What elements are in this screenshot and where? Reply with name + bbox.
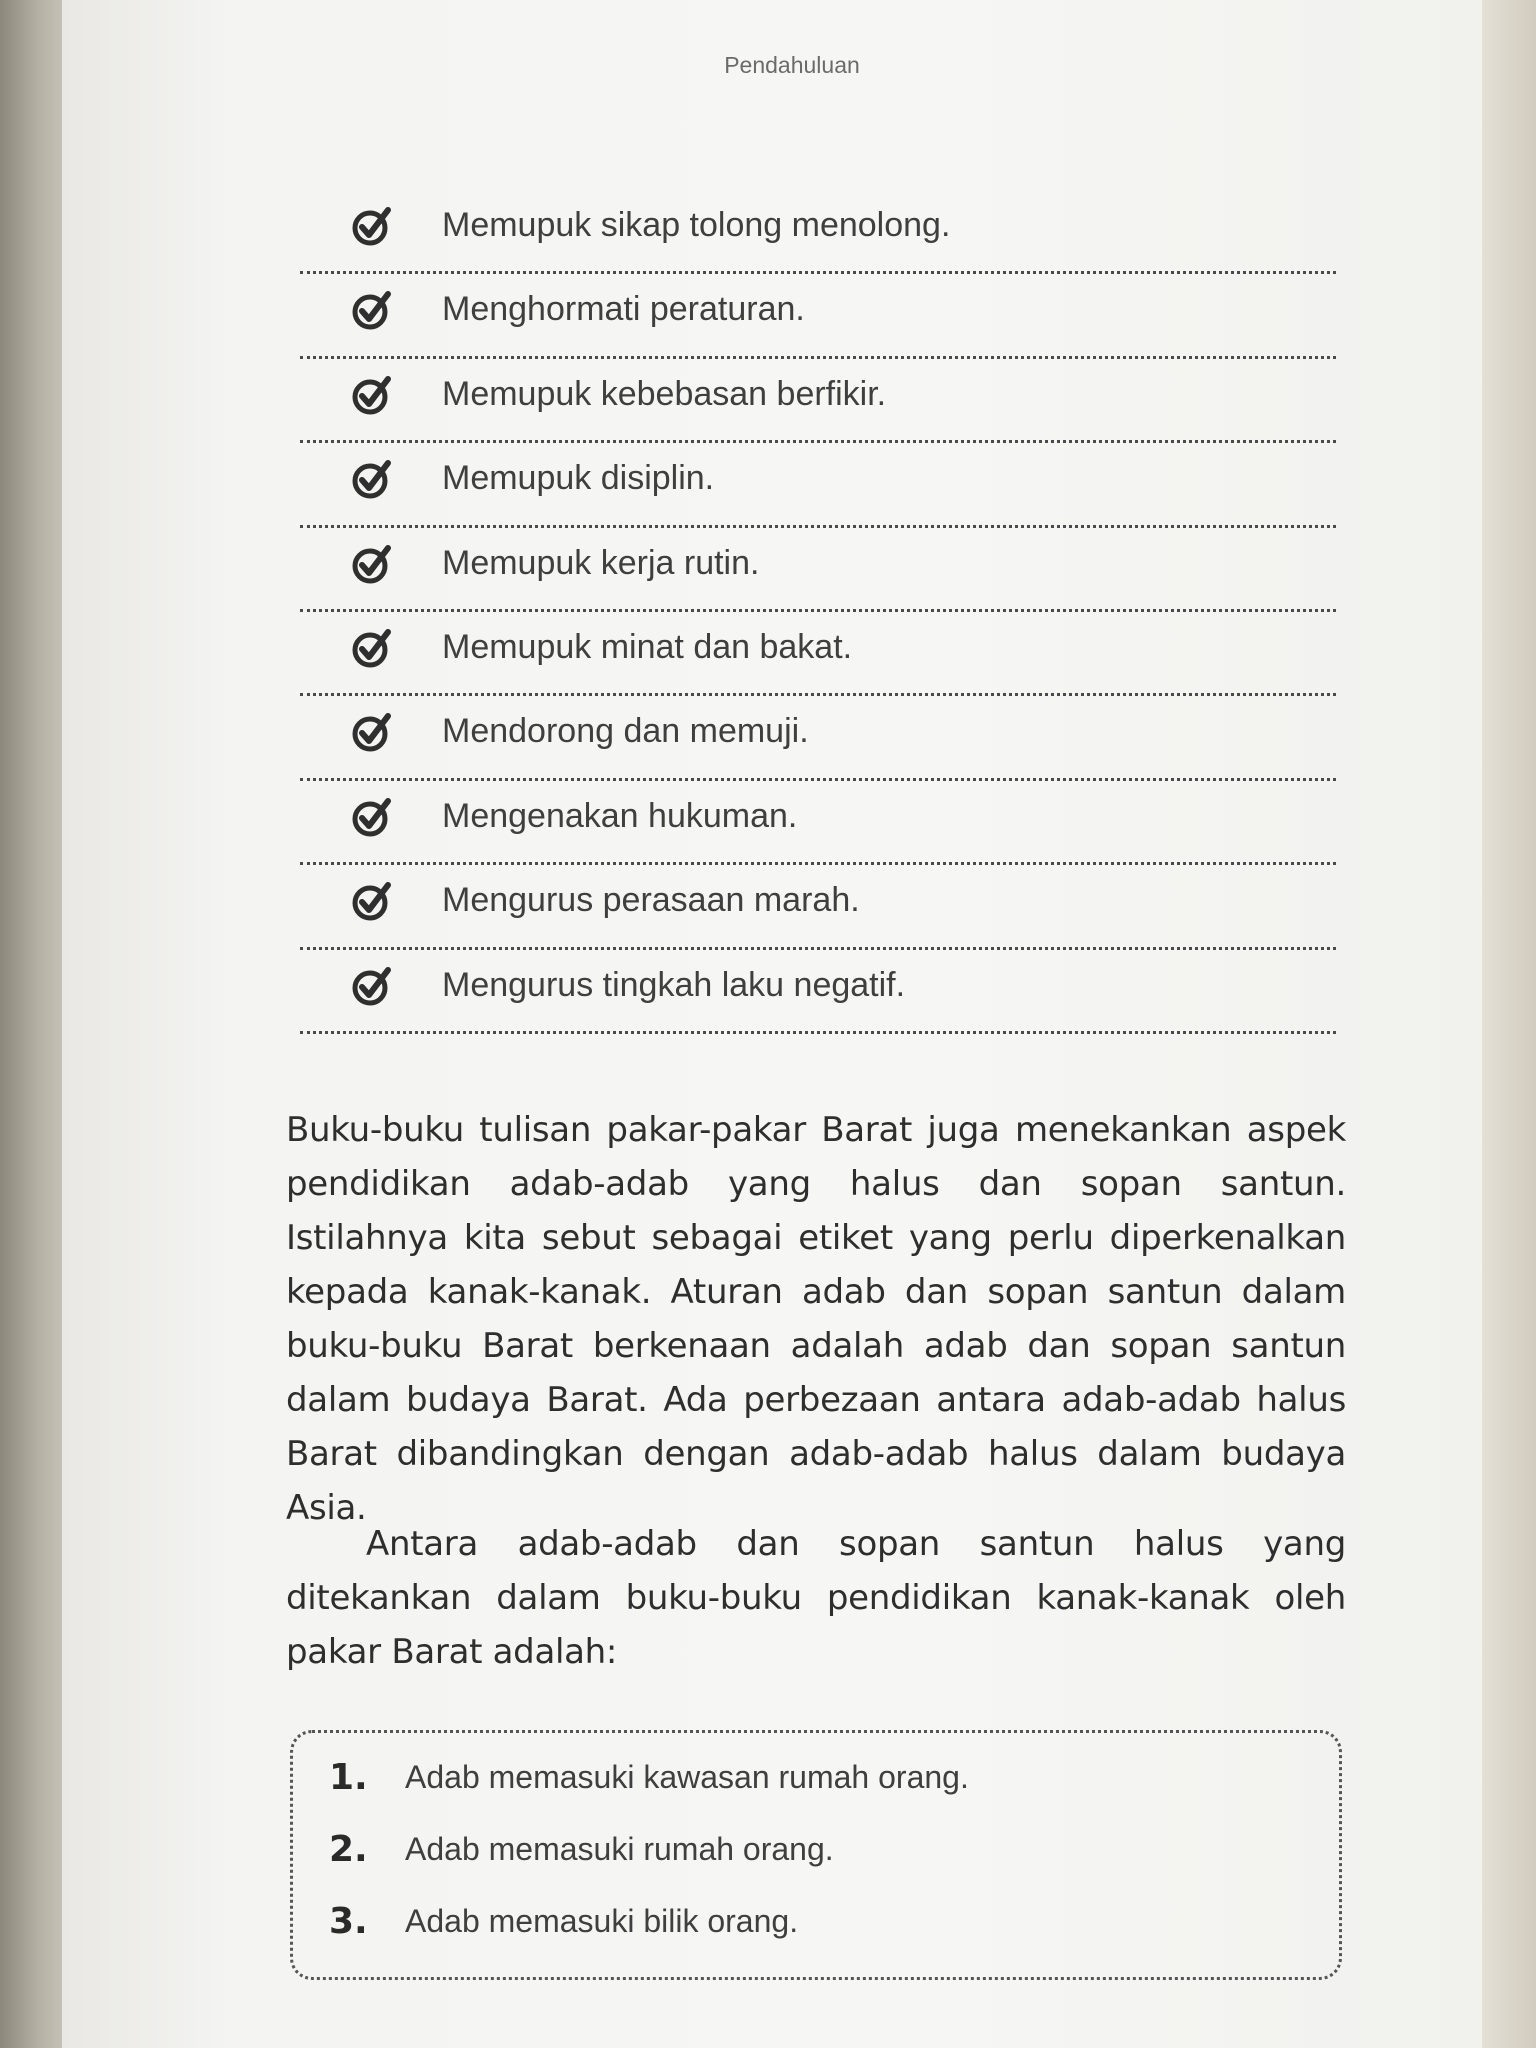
checklist-item <box>300 359 1336 443</box>
check-circle-icon <box>350 626 394 670</box>
checklist-item-label: Memupuk kebebasan berfikir. <box>442 374 887 413</box>
list-item-number: 1. <box>329 1757 368 1798</box>
checklist-item-label: Mengurus perasaan marah. <box>442 881 860 920</box>
checklist-item <box>300 950 1336 1034</box>
checklist-item-label: Memupuk disiplin. <box>442 459 715 498</box>
check-circle-icon <box>350 457 394 501</box>
checklist-item-label: Memupuk minat dan bakat. <box>442 627 853 666</box>
running-head: Pendahuluan <box>724 52 860 78</box>
checklist-item <box>300 190 1336 274</box>
check-circle-icon <box>350 879 394 923</box>
list-item-number: 3. <box>329 1901 368 1942</box>
checklist-item-label: Mengurus tingkah laku negatif. <box>442 965 906 1004</box>
list-item-text: Adab memasuki kawasan rumah orang. <box>405 1759 969 1795</box>
checklist-item <box>300 274 1336 358</box>
check-circle-icon <box>350 795 394 839</box>
numbered-list-item <box>293 1757 1339 1817</box>
body-paragraph-2: Antara adab-adab dan sopan santun halus yang ditekankan dalam buku-buku pendidikan kanak-kanak oleh pakar Barat adalah: <box>286 1524 1346 1672</box>
checklist-item-label: Mendorong dan memuji. <box>442 712 809 751</box>
checklist-item <box>300 781 1336 865</box>
checklist-item <box>300 865 1336 949</box>
numbered-list-item <box>293 1901 1339 1961</box>
checklist-item <box>300 528 1336 612</box>
body-paragraph-1: Buku-buku tulisan pakar-pakar Barat juga menekankan aspek pendidikan adab-adab yang halus dan sopan santun. Istilahnya kita sebut sebagai etiket yang perlu diperkenalkan kepada kanak-kanak. Aturan adab dan sopan santun dalam buku-buku Barat berkenaan adalah adab dan sopan santun dalam budaya Barat. Ada perbezaan antara adab-adab halus Barat dibandingkan dengan adab-adab halus dalam budaya Asia. <box>286 1110 1346 1528</box>
book-page <box>62 0 1482 2048</box>
checklist-item-label: Mengenakan hukuman. <box>442 796 798 835</box>
check-circle-icon <box>350 542 394 586</box>
checklist-item-label: Memupuk sikap tolong menolong. <box>442 206 951 244</box>
list-item-number: 2. <box>329 1829 368 1870</box>
checklist-item-label: Menghormati peraturan. <box>442 290 805 329</box>
numbered-list-item <box>293 1829 1339 1889</box>
numbered-list-box <box>290 1730 1342 1980</box>
checklist-item <box>300 443 1336 527</box>
check-circle-icon <box>350 288 394 332</box>
checklist-item <box>300 612 1336 696</box>
check-circle-icon <box>350 964 394 1008</box>
checklist <box>300 190 1336 1034</box>
check-circle-icon <box>350 204 394 248</box>
checklist-item-label: Memupuk kerja rutin. <box>442 543 760 582</box>
check-circle-icon <box>350 373 394 417</box>
list-item-text: Adab memasuki rumah orang. <box>405 1831 834 1867</box>
checklist-item <box>300 696 1336 780</box>
check-circle-icon <box>350 710 394 754</box>
list-item-text: Adab memasuki bilik orang. <box>405 1903 799 1939</box>
page-edge <box>1482 0 1536 2048</box>
